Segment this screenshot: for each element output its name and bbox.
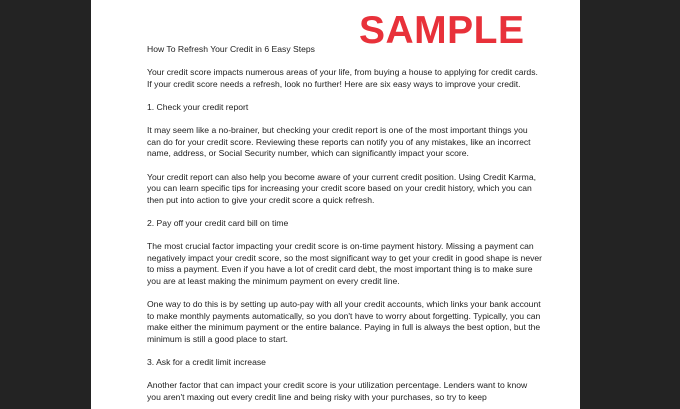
- intro-paragraph: Your credit score impacts numerous areas of your life, from buying a house to applying for credit cards. If your credit score needs a refresh, look no further! Here are six easy ways to improve your credit.: [147, 67, 538, 89]
- body-paragraph: Your credit report can also help you become aware of your current credit position. Using Credit Karma, you can learn specific tips for increasing your credit score based on your credit history, which you can then put into action to give your credit score a quick refresh.: [147, 171, 536, 205]
- document-page: [91, 0, 580, 409]
- section-heading-credit-limit: 3. Ask for a credit limit increase: [147, 357, 266, 368]
- body-paragraph: It may seem like a no-brainer, but checking your credit report is one of the most important things you can do for your credit score. Reviewing these reports can notify you of any mistakes, like an incorrect name, address, or Social Security number, which can significantly impact your score.: [147, 125, 531, 159]
- body-paragraph: The most crucial factor impacting your credit score is on-time payment history. Missing a payment can negatively impact your credit score, so the most significant way to get your credit in good shape is never to miss a payment. Even if you have a lot of credit card debt, the most important thing is to make sure you are at least making the minimum payment on every credit line.: [147, 241, 543, 286]
- sample-watermark: SAMPLE: [359, 9, 525, 52]
- document-body: [147, 44, 543, 409]
- section-heading-check-report: 1. Check your credit report: [147, 101, 249, 112]
- document-title: How To Refresh Your Credit in 6 Easy Steps: [147, 44, 315, 54]
- body-paragraph: Another factor that can impact your credit score is your utilization percentage. Lenders want to know you aren't maxing out every credit line and being risky with your purchases, so try to keep: [147, 380, 528, 402]
- body-paragraph: One way to do this is by setting up auto-pay with all your credit accounts, which links your bank account to make monthly payments automatically, so you don't have to worry about forgetting. Typically, you can make either the minimum payment or the entire balance. Paying in full is always the best option, but the minimum is still a good place to start.: [147, 299, 541, 344]
- section-heading-pay-on-time: 2. Pay off your credit card bill on time: [147, 217, 289, 228]
